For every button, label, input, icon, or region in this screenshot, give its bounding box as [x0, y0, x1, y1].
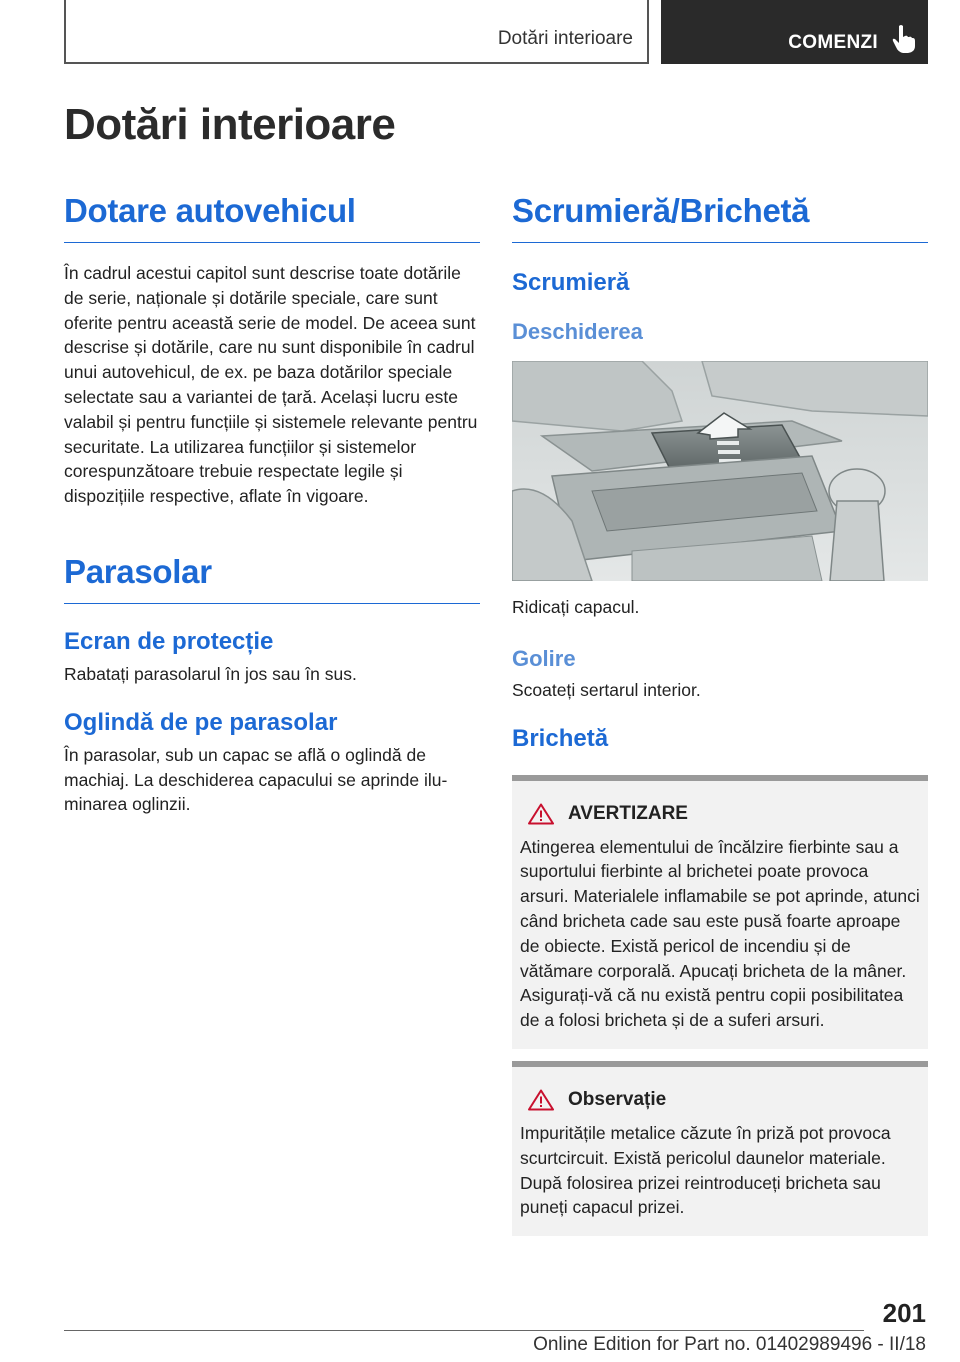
section-tab[interactable] [64, 0, 649, 64]
note-header [520, 1089, 920, 1111]
section-heading-scrumiera: Scrumieră/Brichetă [512, 192, 928, 243]
warning-header [520, 803, 920, 825]
warning-text: Atingerea elementului de încălzire fierbinte sau a suportului fierbinte al brichetei poate provoca arsuri. Materialele inflamabile se pot aprinde, atunci când bricheta cade sau este pusă foarte aproape de obiecte. Există pericol de incendiu și de vătămare corporală. Apucați bricheta de la mâner. Asigurați-vă că nu există pentru copii posibilitatea de a folosi bricheta și de a suferi arsuri. [520, 836, 920, 1031]
ashtray-illustration-graphic [512, 361, 928, 581]
tab-comenzi[interactable] [661, 0, 928, 64]
section-heading-dotare: Dotare autovehicul [64, 192, 480, 243]
note-box [512, 1061, 928, 1236]
subheading-ecran: Ecran de protecție [64, 627, 274, 655]
subheading-oglinda: Oglindă de pe parasolar [64, 708, 338, 736]
warning-box [512, 775, 928, 1049]
paragraph-ecran: Rabatați parasolarul în jos sau în sus. [64, 663, 357, 684]
subheading-deschiderea: Deschiderea [512, 319, 643, 344]
note-label: Observație [568, 1088, 667, 1110]
subheading-scrumiera: Scrumieră [512, 269, 630, 296]
warning-triangle-icon [528, 1089, 554, 1111]
paragraph-oglinda: În parasolar, sub un capac se află o oglindă de machiaj. La deschiderea capacului se aprinde iluminarea oglinzii. [64, 744, 448, 815]
warning-label: AVERTIZARE [568, 802, 688, 824]
left-column [64, 192, 480, 817]
page-number: 201 [882, 1298, 926, 1328]
paragraph-deschiderea: Ridicați capacul. [512, 597, 640, 617]
paragraph-golire: Scoateți sertarul interior. [512, 679, 701, 700]
footer-divider [64, 1330, 864, 1331]
subheading-golire: Golire [512, 645, 576, 671]
right-column [512, 192, 928, 1236]
ashtray-illustration [512, 361, 928, 581]
subheading-bricheta: Brichetă [512, 724, 609, 752]
section-tab-label: Dotări interioare [497, 28, 633, 49]
header-tabs [64, 0, 928, 64]
footer-edition: Online Edition for Part no. 01402989496 - II/18 [533, 1334, 926, 1355]
page-title: Dotări interioare [64, 100, 396, 149]
tab-comenzi-label: COMENZI [788, 32, 878, 53]
pointing-hand-icon [890, 24, 918, 54]
section-heading-parasolar: Parasolar [64, 553, 480, 604]
warning-triangle-icon [528, 803, 554, 825]
note-text: Impuritățile metalice căzute în priză pot provoca scurtcircuit. Există pericolul daunelor materiale. După folosirea prizei reintroduceți bricheta sau puneți capacul prizei. [520, 1122, 891, 1218]
paragraph-dotare: În cadrul acestui capitol sunt descrise toate dotările de serie, naționale și dotările speciale, care sunt oferite pentru această serie de model. De aceea sunt descrise și dotările, care nu sunt disponibile în cadrul unui autovehicul, de ex. pe baza dotărilor speciale selectate sau a variantei de țară. Același lucru este valabil și pentru funcțiile și sistemele relevante pentru securitate. La utilizarea funcțiilor și sistemelor corespunzătoare trebuie respectate legile și dispozițiile respective, aflate în vigoare. [64, 263, 478, 507]
